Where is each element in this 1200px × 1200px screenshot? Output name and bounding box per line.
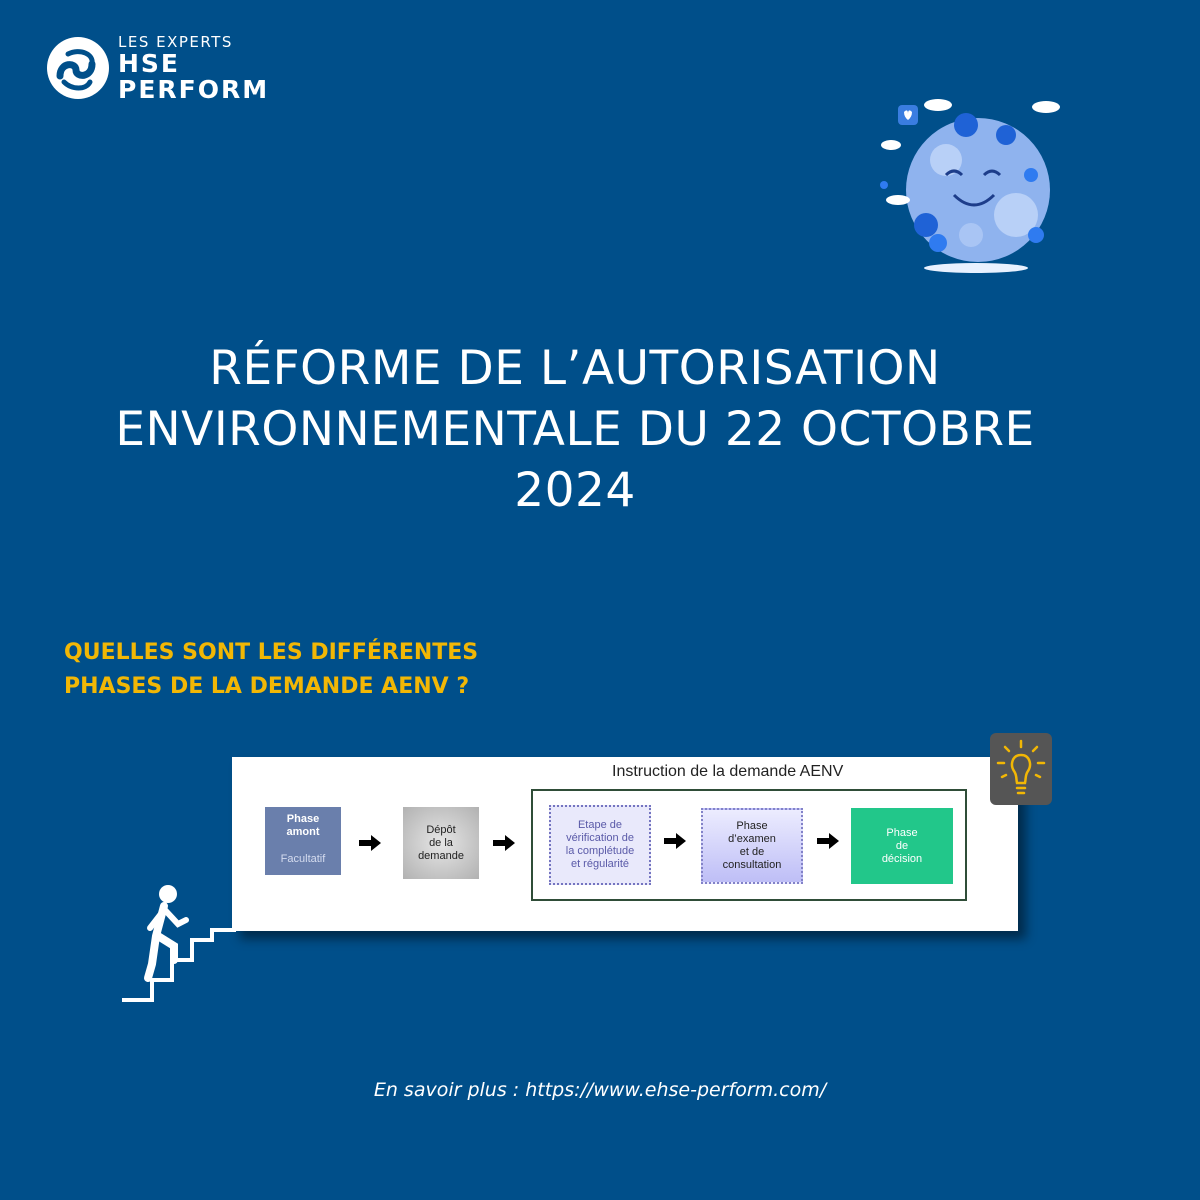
arrow-right-icon — [664, 833, 686, 849]
phase-depot-line-1: Dépôt — [426, 823, 456, 836]
phase-decision-line-3: décision — [881, 852, 923, 865]
phase-verification-box — [549, 805, 651, 885]
aenv-phases-diagram — [232, 757, 1018, 931]
title-line-2: ENVIRONNEMENTALE DU 22 OCTOBRE — [115, 402, 1035, 457]
phase-examen-line-2: d’examen — [728, 833, 776, 845]
learn-more-link[interactable]: En savoir plus : https://www.ehse-perform.com/ — [373, 1079, 827, 1101]
lightbulb-icon — [990, 733, 1052, 805]
section-question — [64, 636, 624, 704]
question-line-1: QUELLES SONT LES DIFFÉRENTES — [64, 640, 479, 665]
hse-perform-logo — [46, 33, 286, 105]
instruction-title: Instruction de la demande AENV — [612, 763, 844, 780]
lightbulb-badge — [990, 733, 1052, 805]
title-line-1: RÉFORME DE L’AUTORISATION — [209, 341, 941, 396]
phase-decision-line-2: de — [895, 839, 909, 852]
logo-line-3: PERFORM — [118, 75, 270, 104]
person-climbing-stairs-icon — [118, 880, 240, 1004]
question-line-2: PHASES DE LA DEMANDE AENV ? — [64, 674, 470, 699]
arrow-right-icon — [817, 833, 839, 849]
phase-amont-line-2: amont — [286, 826, 320, 838]
logo-text — [118, 33, 269, 103]
phase-decision-box — [851, 808, 953, 884]
phase-verification-line-1: Etape de — [577, 819, 623, 831]
logo-line-2: HSE — [118, 49, 181, 78]
logo-line-1: LES EXPERTS — [118, 33, 233, 51]
phase-examen-line-3: et de — [739, 846, 765, 858]
phase-decision-line-1: Phase — [886, 826, 918, 839]
title-line-3: 2024 — [514, 463, 636, 518]
phase-verification-line-3: la complétude — [565, 845, 635, 857]
arrow-right-icon — [493, 835, 515, 851]
phase-examen-line-4: consultation — [722, 859, 782, 871]
logo-mark-icon — [46, 36, 110, 100]
phase-verification-line-2: vérification de — [566, 832, 634, 844]
phase-amont-box — [265, 807, 341, 875]
phase-verification-line-4: et régularité — [570, 858, 630, 870]
phase-amont-line-1: Phase — [286, 813, 320, 825]
phase-examen-line-1: Phase — [736, 820, 768, 832]
phase-examen-box — [701, 808, 803, 884]
page-title — [40, 338, 1110, 521]
smiling-earth-icon — [866, 95, 1086, 280]
phase-depot-box — [403, 807, 479, 879]
phase-depot-line-2: de la — [429, 836, 453, 849]
arrow-right-icon — [359, 835, 381, 851]
phase-depot-line-3: demande — [418, 849, 464, 862]
phase-amont-note: Facultatif — [280, 853, 326, 865]
